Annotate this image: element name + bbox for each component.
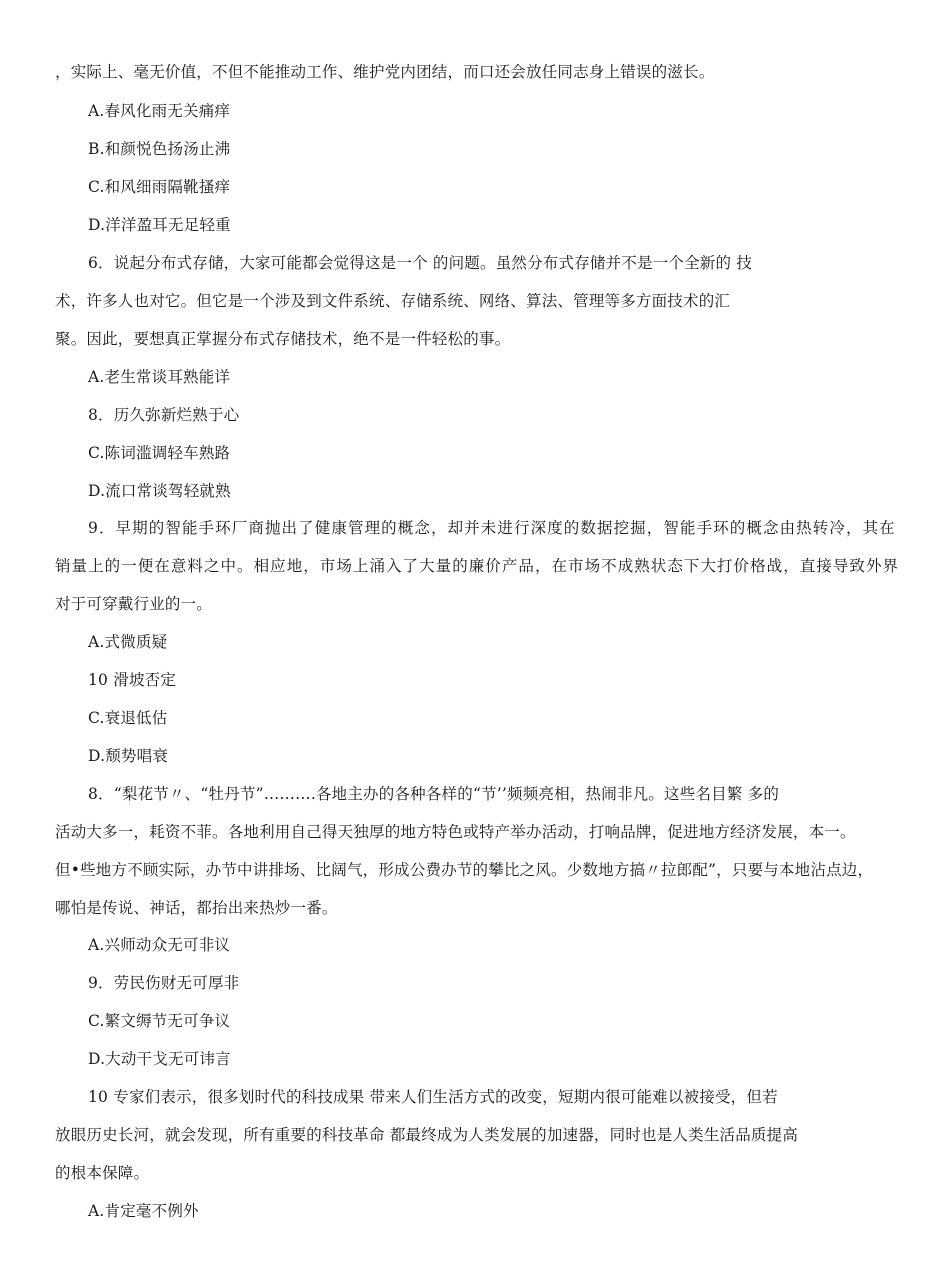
option-c: C.陈词滥调轻车熟路	[88, 444, 231, 462]
option-b: 10 滑坡否定	[88, 671, 177, 689]
question-10-line-2: 放眼历史长河，就会发现，所有重要的科技革命 都最终成为人类发展的加速器，同时也是人类生活品质提高	[55, 1126, 799, 1144]
question-10-line-1: 10 专家们表示，很多划时代的科技成果 带来人们生活方式的改变，短期内很可能难以被接受，但若	[88, 1088, 778, 1106]
question-9-line-1: 9．早期的智能手环厂商抛出了健康管理的概念，却并未进行深度的数据挖掘，智能手环的概念由热转冷，其在	[88, 519, 896, 537]
option-d: D.洋洋盈耳无足轻重	[88, 216, 231, 234]
question-8-line-3: 但•些地方不顾实际，办节中讲排场、比阔气，形成公费办节的攀比之风。少数地方搞〃拉郎配”，只要与本地沾点边，	[55, 861, 874, 879]
option-b: B.和颜悦色扬汤止沸	[88, 140, 231, 158]
paragraph-line: ，实际上、毫无价值，不但不能推动工作、维护党内团结，而口还会放任同志身上错误的滋长。	[55, 63, 715, 81]
question-6-line-2: 术，许多人也对它。但它是一个涉及到文件系统、存储系统、网络、算法、管理等多方面技术的汇	[55, 292, 731, 310]
option-a: A.兴师动众无可非议	[88, 936, 231, 954]
option-d: D.大动干戈无可讳言	[88, 1050, 231, 1068]
question-9-line-2: 销量上的一便在意料之中。相应地，市场上涌入了大量的廉价产品，在市场不成熟状态下大打价格战，直接导致外界	[55, 557, 900, 575]
option-b: 8．历久弥新烂熟于心	[88, 406, 240, 424]
question-6-line-1: 6．说起分布式存储，大家可能都会觉得这是一个 的问题。虽然分布式存储并不是一个全新的 技	[88, 254, 753, 272]
question-8-line-2: 活动大多一，耗资不菲。各地利用自己得天独厚的地方特色或特产举办活动，打响品牌，促进地方经济发展，本一。	[55, 823, 856, 841]
option-c: C.衰退低估	[88, 709, 168, 727]
question-10-line-3: 的根本保障。	[55, 1164, 150, 1182]
option-a: A.式微质疑	[88, 633, 168, 651]
question-9-line-3: 对于可穿戴行业的一。	[55, 595, 213, 613]
option-c: C.繁文缛节无可争议	[88, 1012, 231, 1030]
option-c: C.和风细雨隔靴搔痒	[88, 178, 231, 196]
question-6-line-3: 聚。因此，要想真正掌握分布式存储技术，绝不是一件轻松的事。	[55, 330, 511, 348]
question-8-line-4: 哪怕是传说、神话，都抬出来热炒一番。	[55, 899, 338, 917]
option-d: D.流口常谈驾轻就熟	[88, 482, 231, 500]
option-d: D.颓势唱衰	[88, 747, 169, 765]
option-a: A.春风化雨无关痛痒	[88, 102, 231, 120]
option-a: A.老生常谈耳熟能详	[88, 368, 231, 386]
option-a: A.肯定毫不例外	[88, 1202, 199, 1220]
option-b: 9．劳民伤财无可厚非	[88, 974, 240, 992]
question-8-line-1: 8．“梨花节〃、“牡丹节”……….各地主办的各种各样的“节’’频频亮相，热闹非凡。这些名目繁 多的	[88, 785, 780, 803]
